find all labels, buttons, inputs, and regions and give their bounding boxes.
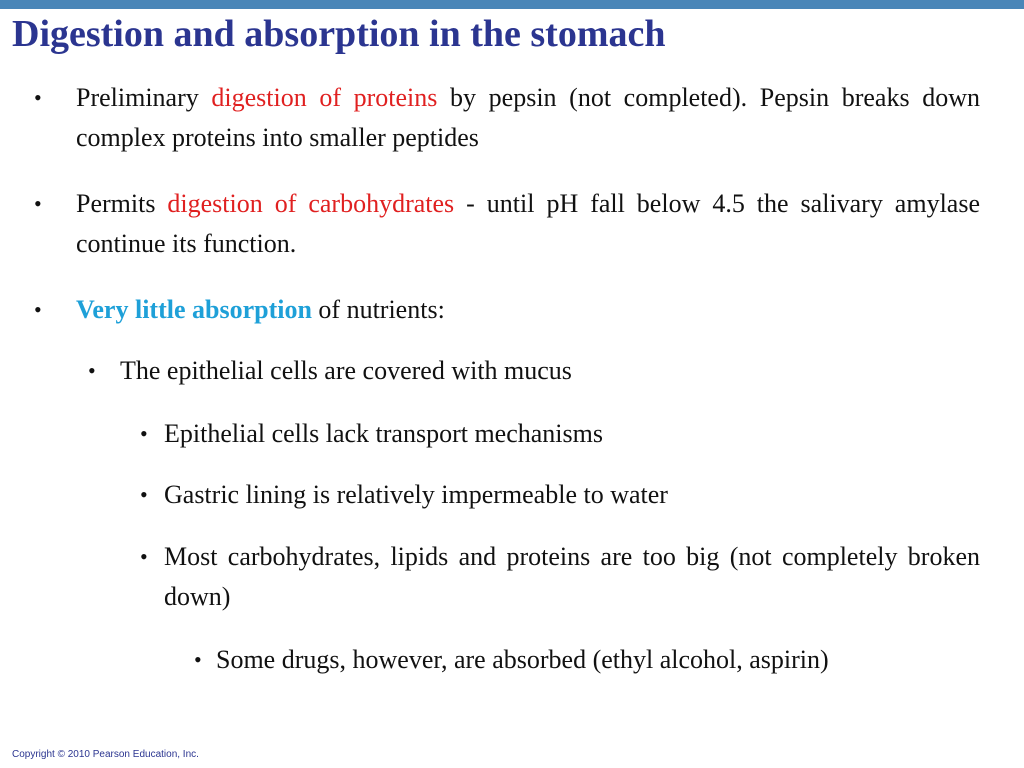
bullet-text <box>76 290 980 330</box>
bullet-text <box>76 78 980 158</box>
bullet-text: Gastric lining is relatively impermeable to water <box>164 480 668 509</box>
bullet-text-post: - until pH fall below 4.5 the salivary amylase continue its function. <box>76 189 980 258</box>
sub-bullet-mucus <box>88 351 980 391</box>
slide-title: Digestion and absorption in the stomach <box>12 13 666 55</box>
sub-bullet-transport <box>140 414 980 454</box>
bullet-marker: • <box>34 85 42 110</box>
bullet-little-absorption <box>34 290 980 330</box>
bullet-marker: • <box>34 297 42 322</box>
bullet-text-post: of nutrients: <box>311 295 445 324</box>
bullet-protein-digestion <box>34 78 980 158</box>
emphasis-very-little-absorption: Very little absorption <box>76 295 312 324</box>
bullet-text-pre: Preliminary <box>76 83 212 112</box>
bullet-text-pre: Permits <box>76 189 168 218</box>
sub-bullet-drugs <box>194 640 980 680</box>
sub-bullet-impermeable <box>140 475 980 515</box>
bullet-text <box>76 184 980 264</box>
bullet-text: Epithelial cells lack transport mechanisms <box>164 419 603 448</box>
bullet-carbohydrate-digestion <box>34 184 980 264</box>
bullet-marker: • <box>140 421 148 446</box>
bullet-text-post: by pepsin (not completed). Pepsin breaks down complex proteins into smaller peptides <box>76 83 980 152</box>
bullet-marker: • <box>88 358 96 383</box>
bullet-marker: • <box>34 191 42 216</box>
emphasis-digestion-of-proteins: digestion of proteins <box>211 83 438 112</box>
sub-bullet-too-big <box>140 537 980 617</box>
bullet-text: Most carbohydrates, lipids and proteins are too big (not completely broken down) <box>164 542 980 611</box>
bullet-marker: • <box>140 482 148 507</box>
bullet-text: The epithelial cells are covered with mucus <box>120 356 572 385</box>
bullet-marker: • <box>194 647 202 672</box>
bullet-text: Some drugs, however, are absorbed (ethyl alcohol, aspirin) <box>216 645 829 674</box>
bullet-marker: • <box>140 544 148 569</box>
copyright-notice: Copyright © 2010 Pearson Education, Inc. <box>12 749 199 760</box>
emphasis-digestion-of-carbohydrates: digestion of carbohydrates <box>167 189 455 218</box>
